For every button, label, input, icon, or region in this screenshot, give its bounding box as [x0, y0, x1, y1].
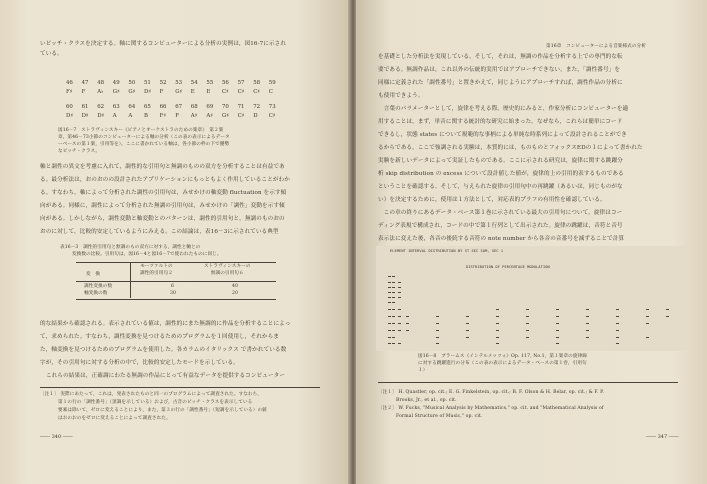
printout-row: [376, 297, 688, 298]
table-header-stravinsky: ストラヴィンスキーの 無調の引用句６: [204, 264, 251, 276]
right-page-number: ―― 347 ――: [646, 434, 679, 440]
left-footnote-rule: [40, 387, 320, 388]
printout-glyph: [646, 309, 649, 310]
pitch-row-1-note-4: G♯: [128, 89, 136, 95]
printout-glyph: [388, 282, 391, 283]
pitch-row-2-note-4: A: [128, 113, 133, 119]
pitch-row-2-number-7: 67: [175, 104, 183, 110]
table-header-mozart: モーツァルトの 調性的引用句２: [140, 264, 173, 276]
printout-glyph: [466, 316, 469, 317]
printout-glyph: [398, 343, 401, 344]
printout-row: [376, 316, 688, 317]
printout-glyph: [392, 309, 395, 310]
printout-glyph: [556, 330, 559, 331]
fig-16-8-caption-1: 図16－8 ブラームス《インテルメッツォ》Op. 117, No.1，第１楽章の旋律線: [418, 354, 587, 359]
pitch-row-2-number-0: 60: [66, 104, 73, 110]
printout-glyph: [388, 287, 391, 288]
printout-glyph: [388, 316, 391, 317]
right-top-line-12: い）を決定するために，使用は１方法として，対応表的プラフの有用性を確認している。: [378, 197, 606, 203]
right-top-line-2: 要である。無調作品は，これ以外の伝統的実用ではアプローチできない。また，「調性番号」を: [378, 67, 621, 73]
table-top-rule: [76, 262, 276, 263]
printout-glyph: [666, 309, 669, 310]
fig-16-7-caption-4: なピッチ・クラス。: [58, 149, 101, 154]
left-note-line-1: 〔注１〕 実際にあたって，これは，発表されたものと同一のプログラムによって調査された。すなわち，: [40, 392, 263, 397]
fig-16-7-caption-2: 章，第46－73小節のコンピューターによる軸の分析（この表の表示によるデータ: [58, 135, 230, 140]
printout-glyph: [526, 337, 529, 338]
pitch-row-2-note-5: B: [144, 113, 148, 119]
printout-row: [376, 337, 688, 338]
printout-glyph: [392, 292, 395, 293]
pitch-row-1-number-10: 56: [222, 80, 229, 86]
pitch-row-1-number-6: 52: [159, 80, 167, 86]
right-top-line-3: 同様に定義された「調性番号」と置きかえて，同じようにアプローチすれば，調性作品の分析に: [378, 80, 623, 86]
pitch-row-1-number-2: 48: [97, 80, 105, 86]
printout-glyph: [646, 316, 649, 317]
pitch-row-1-number-5: 51: [144, 80, 151, 86]
pitch-row-1-note-3: G♯: [112, 89, 120, 95]
printout-glyph: [616, 330, 619, 331]
printout-row: [376, 276, 688, 277]
printout-glyph: [398, 282, 401, 283]
printout-glyph: [586, 337, 589, 338]
printout-glyph: [388, 292, 391, 293]
left-mid-line-2: る。最分析法は，おのおのの設計されたアプリケーションにもっともよく作用していることがわか: [40, 177, 290, 183]
printout-glyph: [406, 323, 409, 324]
left-mid-line-4: 向がある。同様に，調性によって分析された無調の引用句は，みせかけの「調性」変動を示す傾: [40, 203, 285, 209]
printout-glyph: [586, 323, 589, 324]
pitch-row-2-number-4: 64: [128, 104, 136, 110]
fig-16-7-caption-1: 図16－7 ストラヴィンスキー《ピアノとオーケストラのための楽章》 第２楽: [58, 128, 224, 133]
table-row-1-label: 調性変換の数: [84, 284, 113, 289]
right-top-line-5: 言葉のパラメーターとして，旋律を考える際，歴史的にみると，作家分析にコンピューターを適: [378, 106, 629, 112]
pitch-row-1-number-7: 53: [175, 80, 183, 86]
pitch-row-1-number-8: 54: [190, 80, 198, 86]
printout-glyph: [466, 337, 469, 338]
pitch-row-2-number-9: 69: [206, 104, 214, 110]
right-top-line-11: ということを確認する。そして，与えられた旋律の引用句中の再跳躍（あるいは，同じものがな: [378, 184, 623, 190]
printout-glyph: [392, 323, 395, 324]
pitch-row-2-number-13: 73: [268, 104, 276, 110]
pitch-row-1-number-1: 47: [81, 80, 89, 86]
pitch-row-2-note-6: F♯: [159, 113, 166, 119]
printout-glyph: [436, 330, 439, 331]
printout-glyph: [388, 343, 391, 344]
printout-glyph: [556, 337, 559, 338]
left-mid-line-3: る。すなわち，軸によって分析された調性の引用句は，みせかけの軸変動 fluctuation を示す傾: [40, 190, 287, 196]
printout-glyph: [392, 282, 395, 283]
printout-glyph: [388, 276, 391, 277]
pitch-row-2-note-13: C♯: [268, 113, 276, 119]
printout-glyph: [392, 337, 395, 338]
right-page: [356, 0, 707, 484]
printout-header: ELEMENT INTERVAL DISTRIBUTION BY ST SEC SUM, SEC 1: [390, 249, 504, 253]
pitch-row-2-number-1: 61: [81, 104, 89, 110]
pitch-row-1-number-3: 49: [112, 80, 120, 86]
table-bottom-rule: [76, 299, 276, 300]
printout-glyph: [496, 309, 499, 310]
printout-glyph: [496, 316, 499, 317]
printout-glyph: [556, 323, 559, 324]
right-top-line-14: ディング表規で構成され，コードの中で第１行列として出示された。旋律の跳躍は，音符と音号: [378, 223, 623, 229]
pitch-row-1-note-7: G♯: [175, 89, 183, 95]
printout-row: [376, 282, 688, 283]
table-col-rule: [130, 262, 131, 298]
printout-glyph: [388, 337, 391, 338]
table-16-3-caption-2: 変換数の比較。引用句は，図16－4と図16－7で使われたものに同じ。: [72, 252, 222, 257]
printout-glyph: [586, 309, 589, 310]
left-top-line-1: いピッチ・クラスを決定する。軸に関するコンピューターによる分析の実例は，図16-7に示され: [40, 41, 287, 47]
pitch-row-1-number-11: 57: [237, 80, 245, 86]
table-header-rule: [76, 281, 276, 282]
printout-glyph: [398, 297, 401, 298]
pitch-row-1-note-1: F: [81, 89, 86, 95]
pitch-row-1-number-9: 55: [206, 80, 214, 86]
pitch-row-1-note-11: C♯: [237, 89, 245, 95]
printout-glyph: [586, 330, 589, 331]
fig-16-8-caption-3: １）: [418, 368, 428, 373]
right-top-line-15: 表示法に変えた後，各音の後続する音符の note number から各音の音番号を減ずることで計算: [378, 236, 625, 242]
right-top-line-7: できるし，状態 states について規範的な事柄による単純な時系列によって設計されることができ: [378, 132, 627, 138]
printout-glyph: [616, 309, 619, 310]
pitch-row-2-number-12: 72: [253, 104, 261, 110]
right-top-line-13: この章の終りにあるデータ・ベース第１巻に示されている最大の引用句について，旋律はコー: [378, 210, 623, 216]
left-mid-line-1: 軸と調性の異文を考慮に入れて，調性的な引用句と無調のものの双方を分析することは有益であ: [40, 164, 285, 170]
left-bottom-line-3: た，軸変換を見つけるためのプログラムを使用した。各カラムのイタリックス で書かれている数: [40, 347, 287, 353]
table-16-3-caption-1: 表16－3 調性的引用句と無調のもの双方に対する，調性と軸との: [60, 245, 201, 250]
pitch-row-2-note-8: A♯: [190, 113, 198, 119]
pitch-row-1-number-13: 59: [268, 80, 276, 86]
left-bottom-line-2: て，求められた。すなわち，調性変換を見つけるためのプログラムを１回使用し，それからま: [40, 334, 279, 340]
pitch-row-1-note-12: C♯: [253, 89, 260, 95]
right-note-line-1: 〔注１〕 H. Quastler, op. cit.; E. G. Finkelstein, op. cit.; B. F. Olson & H. Belar, op. cit.; & F. P.: [378, 390, 604, 395]
printout-glyph: [398, 292, 401, 293]
right-note-line-2: Brooks, Jr., et al., op. cit.: [396, 398, 457, 403]
printout-glyph: [388, 309, 391, 310]
printout-glyph: [398, 323, 401, 324]
printout-glyph: [398, 316, 401, 317]
right-top-line-1: を基礎とした分析法を実現している。そして，それは，無調の作品を分析する上での専門的な転: [378, 54, 623, 60]
printout-glyph: [526, 323, 529, 324]
printout-glyph: [388, 302, 391, 303]
left-note-line-4: はおのおのをゼロに変えることによって調査された。: [58, 416, 171, 421]
printout-glyph: [398, 287, 401, 288]
printout-glyph: [436, 323, 439, 324]
pitch-row-2-note-3: A: [112, 113, 117, 119]
pitch-row-2-note-2: D♯: [97, 113, 105, 119]
printout-row: [376, 302, 688, 303]
left-bottom-line-1: 的な結果から確認される。表示されている値は，調性的にまた無調的に作品を分析することによっ: [40, 321, 291, 327]
printout-glyph: [646, 337, 649, 338]
pitch-row-2-note-1: D♯: [81, 113, 89, 119]
printout-glyph: [556, 316, 559, 317]
pitch-row-1-number-12: 58: [253, 80, 261, 86]
printout-glyph: [616, 323, 619, 324]
left-note-line-2: 第１の行の「調性番号」（頂調を示している）および，古音のピッチ・クラスを表示している: [58, 400, 253, 405]
printout-glyph: [616, 343, 619, 344]
pitch-row-1-note-9: E: [206, 89, 211, 95]
printout-glyph: [666, 316, 669, 317]
printout-glyph: [616, 337, 619, 338]
pitch-row-1-number-0: 46: [66, 80, 73, 86]
left-bottom-line-4: 字が，その引用句に対する分析の中で，比較的安定したモードを示している。: [40, 360, 239, 366]
printout-row: [376, 309, 688, 310]
printout-subheader: DISTRIBUTION OF PERCENTAGE MODULATION: [466, 265, 550, 269]
printout-row: [376, 287, 688, 288]
table-row-1-stravinsky: 40: [232, 284, 239, 289]
table-row-2-mozart: 30: [170, 291, 177, 296]
printout-glyph: [398, 330, 401, 331]
printout-glyph: [496, 343, 499, 344]
pitch-row-2-number-6: 66: [159, 104, 167, 110]
right-top-line-9: 実験を新しいデータによって実証したものである。ここに示される研究は，旋律に関する跳躍分: [378, 158, 623, 164]
pitch-row-1-number-4: 50: [128, 80, 136, 86]
printout-glyph: [586, 316, 589, 317]
printout-glyph: [616, 316, 619, 317]
printout-glyph: [556, 343, 559, 344]
printout-glyph: [392, 287, 395, 288]
pitch-row-1-note-13: C: [268, 89, 273, 95]
table-row-1-mozart: 6: [171, 284, 175, 289]
right-note-line-4: Formal Structure of Music," op. cit.: [396, 414, 483, 419]
left-mid-line-5: 向がある。しかしながら，調性変動と軸変動とのパターンは，調性的引用句と，無調のものおの: [40, 216, 285, 222]
pitch-row-2-number-11: 71: [237, 104, 245, 110]
fig-16-7-caption-3: ーベースの第１楽，引用等を）。ここに書かれている軸は，各小節の枠の下で優勢: [58, 142, 230, 147]
pitch-row-2-note-7: F: [175, 113, 179, 119]
right-top-line-10: 析 skip distribution の excess について設計値した値が，旋律的上の引用的表するものである: [378, 171, 624, 177]
pitch-row-2-number-3: 63: [112, 104, 120, 110]
printout-glyph: [392, 302, 395, 303]
printout-glyph: [496, 330, 499, 331]
right-top-line-4: も使用できよう。: [378, 93, 424, 99]
printout-glyph: [388, 323, 391, 324]
pitch-row-1-note-6: F: [159, 89, 164, 95]
printout-glyph: [436, 316, 439, 317]
printout-glyph: [388, 297, 391, 298]
printout-glyph: [388, 330, 391, 331]
printout-glyph: [496, 323, 499, 324]
printout-glyph: [646, 323, 649, 324]
printout-glyph: [556, 309, 559, 310]
printout-glyph: [436, 343, 439, 344]
printout-glyph: [392, 343, 395, 344]
printout-glyph: [406, 330, 409, 331]
right-note-line-3: 〔注２〕 W. Fucks, "Musical Analysis by Mathematics," op. cit. and "Mathematical Analysis of: [378, 406, 604, 411]
pitch-row-1-note-0: F♯: [66, 89, 73, 95]
pitch-row-1-note-5: D♯: [144, 89, 151, 95]
left-mid-line-6: おのに対して，比較的安定しているようにみえる。この結論は，表16－3に示されている典型: [40, 229, 279, 235]
table-row-2-stravinsky: 20: [232, 291, 239, 296]
pitch-row-2-note-12: D: [253, 113, 258, 119]
printout-glyph: [392, 297, 395, 298]
pitch-row-2-number-8: 68: [190, 104, 198, 110]
printout-row: [376, 330, 688, 331]
left-page-number: ―― 340 ――: [40, 434, 73, 440]
left-note-line-3: 要素は除いて，ゼロに変えることにより，また，第３の行の「調性番号」（短調を示している）の値: [58, 408, 267, 413]
printout-row: [376, 292, 688, 293]
pitch-row-1-note-2: A♭: [97, 89, 104, 95]
table-row-2-label: 軸変換の数: [84, 291, 108, 296]
printout-glyph: [526, 309, 529, 310]
printout-glyph: [398, 309, 401, 310]
pitch-row-2-note-9: A♯: [206, 113, 213, 119]
printout-glyph: [526, 330, 529, 331]
computer-printout-figure: [376, 246, 688, 351]
pitch-row-2-note-10: G♯: [222, 113, 229, 119]
pitch-row-1-note-8: E: [190, 89, 195, 95]
pitch-row-2-note-11: C♯: [237, 113, 245, 119]
left-page: [0, 0, 350, 484]
printout-row: [376, 343, 688, 344]
printout-glyph: [436, 337, 439, 338]
pitch-row-2-number-5: 65: [144, 104, 151, 110]
left-top-line-2: ている。: [40, 51, 63, 57]
pitch-row-2-number-10: 70: [222, 104, 229, 110]
running-head: 第16章 コンピューターによる音楽様式の分析: [546, 44, 646, 49]
printout-glyph: [466, 323, 469, 324]
pitch-row-2-number-2: 62: [97, 104, 105, 110]
printout-glyph: [466, 330, 469, 331]
printout-glyph: [406, 316, 409, 317]
pitch-row-1-note-10: C♯: [222, 89, 229, 95]
left-bottom-line-5: これらの結果は，正確調にわたる無調の作品にとって有益なデータを提供するコンピューター: [46, 373, 286, 379]
right-top-line-6: 用することは，まず，単音に関する統計的な研究に始まった。なぜなら，これらは簡単にコード: [378, 119, 623, 125]
printout-glyph: [392, 316, 395, 317]
fig-16-8-caption-2: に対する跳躍進行の分布（この表の表示によるデータ・ベースの第１巻，引用句: [418, 361, 587, 366]
printout-glyph: [496, 337, 499, 338]
right-footnote-rule: [378, 382, 678, 383]
printout-glyph: [392, 330, 395, 331]
right-top-line-8: るからである。ここで強調される実験は，本質的には，ものものとフォックスEDの１によって書かれた: [378, 145, 643, 151]
printout-row: [376, 323, 688, 324]
printout-glyph: [392, 276, 395, 277]
table-header-transform: 変 換: [86, 272, 101, 277]
printout-glyph: [526, 316, 529, 317]
pitch-row-2-note-0: D♯: [66, 113, 73, 119]
